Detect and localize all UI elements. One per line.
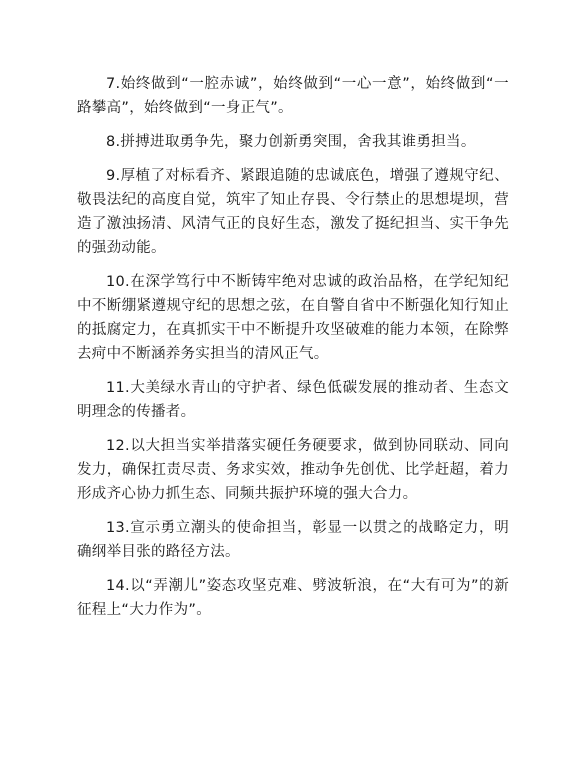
- paragraph-14: 14.以“弄潮儿”姿态攻坚克难、劈波斩浪，在“大有可为”的新征程上“大力作为”。: [77, 578, 509, 618]
- paragraph-10: 10.在深学笃行中不断铸牢绝对忠诚的政治品格，在学纪知纪中不断绷紧遵规守纪的思想之弦，在自警自省中不断强化知行知止的抵腐定力，在真抓实干中不断提升攻坚破难的能力本领，在除弊去疴中不断涵养务实担当的清风正气。: [77, 274, 509, 362]
- paragraph-13: 13.宣示勇立潮头的使命担当，彰显一以贯之的战略定力，明确纲举目张的路径方法。: [77, 520, 509, 560]
- paragraph-12: 12.以大担当实举措落实硬任务硬要求，做到协同联动、同向发力，确保扛责尽责、务求实效，推动争先创优、比学赶超，着力形成齐心协力抓生态、同频共振护环境的强大合力。: [77, 438, 509, 502]
- paragraph-11: 11.大美绿水青山的守护者、绿色低碳发展的推动者、生态文明理念的传播者。: [77, 380, 509, 420]
- document-body: [77, 72, 509, 632]
- paragraph-9: 9.厚植了对标看齐、紧跟追随的忠诚底色，增强了遵规守纪、敬畏法纪的高度自觉，筑牢了知止存畏、令行禁止的思想堤坝，营造了激浊扬清、风清气正的良好生态，激发了挺纪担当、实干争先的强劲动能。: [77, 168, 509, 256]
- paragraph-8: 8.拼搏进取勇争先，聚力创新勇突围，舍我其谁勇担当。: [106, 134, 476, 150]
- paragraph-7: 7.始终做到“一腔赤诚”，始终做到“一心一意”，始终做到“一路攀高”，始终做到“一身正气”。: [77, 76, 509, 116]
